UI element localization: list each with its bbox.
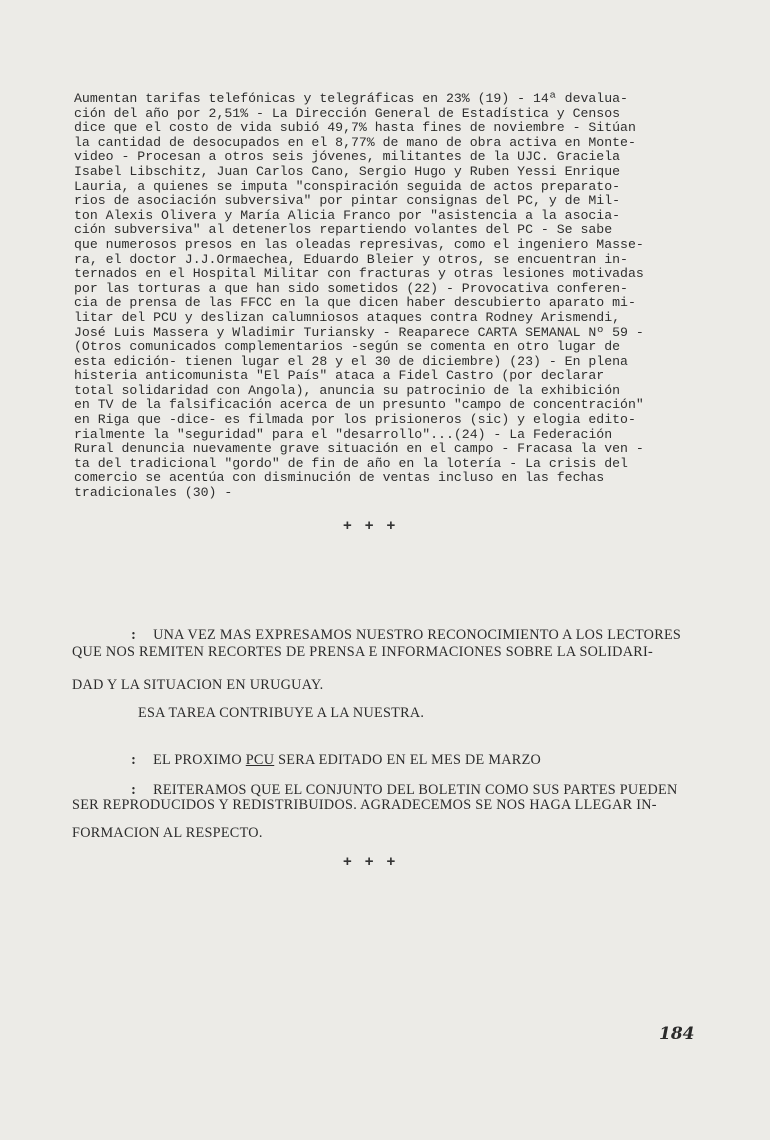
pcu-underlined: PCU: [245, 752, 275, 768]
note1-line2: QUE NOS REMITEN RECORTES DE PRENSA E INFORMACIONES SOBRE LA SOLIDARI-: [72, 644, 654, 660]
text-line: ternados en el Hospital Militar con fracturas y otras lesiones motivadas: [74, 266, 644, 282]
text-line: tradicionales (30) -: [74, 485, 233, 501]
text-line: que numerosos presos en las oleadas represivas, como el ingeniero Masse-: [74, 236, 644, 252]
text-line: Rural denuncia nuevamente grave situación en el campo - Fracasa la ven -: [74, 441, 644, 457]
note3-line2: SER REPRODUCIDOS Y REDISTRIBUIDOS. AGRADECEMOS SE NOS HAGA LLEGAR IN-: [72, 797, 657, 813]
bullet-3: :: [131, 782, 137, 798]
text-line: rialmente la "seguridad" para el "desarrollo"...(24) - La Federación: [74, 426, 613, 442]
text-line: video - Procesan a otros seis jóvenes, militantes de la UJC. Graciela: [74, 149, 621, 165]
text-line: esta edición- tienen lugar el 28 y el 30 de diciembre) (23) - En plena: [74, 353, 628, 369]
note1-line1: : UNA VEZ MAS EXPRESAMOS NUESTRO RECONOCIMIENTO A LOS LECTORES: [131, 627, 682, 643]
text-line: en TV de la falsificación acerca de un presunto "campo de concentración": [74, 397, 644, 413]
text-line: histeria anticomunista "El País" ataca a Fidel Castro (por declarar: [74, 368, 605, 384]
text-line: ra, el doctor J.J.Ormaechea, Eduardo Bleier y otros, se encuentran in-: [74, 251, 628, 267]
text-line: Isabel Libschitz, Juan Carlos Cano, Sergio Hugo y Ruben Yessi Enrique: [74, 163, 621, 179]
text-line: Lauria, a quienes se imputa "conspiración seguida de actos preparato-: [74, 178, 621, 194]
note1-line3: DAD Y LA SITUACION EN URUGUAY.: [72, 677, 324, 693]
separator-first: +++: [343, 517, 409, 534]
note2-line: : EL PROXIMO PCU SERA EDITADO EN EL MES DE MARZO: [131, 752, 542, 768]
text-line: ción subversiva" al detenerlos repartiendo volantes del PC - Se sabe: [74, 222, 613, 238]
text-line: comercio se acentúa con disminución de ventas incluso en las fechas: [74, 470, 605, 486]
separator-second: +++: [343, 853, 409, 870]
news-summary-block: [74, 92, 734, 501]
bullet-2: :: [131, 752, 137, 768]
note3-line1: : REITERAMOS QUE EL CONJUNTO DEL BOLETIN COMO SUS PARTES PUEDEN: [131, 782, 678, 798]
note3-line3: FORMACION AL RESPECTO.: [72, 825, 263, 841]
text-line: ton Alexis Olivera y María Alicia Franco por "asistencia a la asocia-: [74, 207, 621, 223]
text-line: dice que el costo de vida subió 49,7% hasta fines de noviembre - Sitúan: [74, 120, 636, 136]
bullet-1: :: [131, 627, 137, 643]
text-line: Aumentan tarifas telefónicas y telegráficas en 23% (19) - 14ª devalua-: [74, 91, 628, 106]
text-line: en Riga que -dice- es filmada por los prisioneros (sic) y elogia edito-: [74, 412, 636, 428]
text-line: (Otros comunicados complementarios -según se comenta en otro lugar de: [74, 339, 621, 355]
text-line: por las torturas a que han sido sometidos (22) - Provocativa conferen-: [74, 280, 628, 296]
text-line: rios de asociación subversiva" por pintar consignas del PC, y de Mil-: [74, 193, 621, 209]
text-line: José Luis Massera y Wladimir Turiansky - Reaparece CARTA SEMANAL Nº 59 -: [74, 324, 644, 340]
text-line: la cantidad de desocupados en el 8,77% de mano de obra activa en Monte-: [74, 134, 636, 150]
page-number: 184: [659, 1024, 695, 1044]
text-line: cia de prensa de las FFCC en la que dicen haber descubierto aparato mi-: [74, 295, 636, 311]
text-line: litar del PCU y deslizan calumniosos ataques contra Rodney Arismendi,: [74, 309, 621, 325]
text-line: ción del año por 2,51% - La Dirección General de Estadística y Censos: [74, 105, 621, 121]
text-line: ta del tradicional "gordo" de fin de año en la lotería - La crisis del: [74, 455, 628, 471]
note1-line4: ESA TAREA CONTRIBUYE A LA NUESTRA.: [138, 705, 425, 721]
text-line: total solidaridad con Angola), anuncia su patrocinio de la exhibición: [74, 382, 621, 398]
